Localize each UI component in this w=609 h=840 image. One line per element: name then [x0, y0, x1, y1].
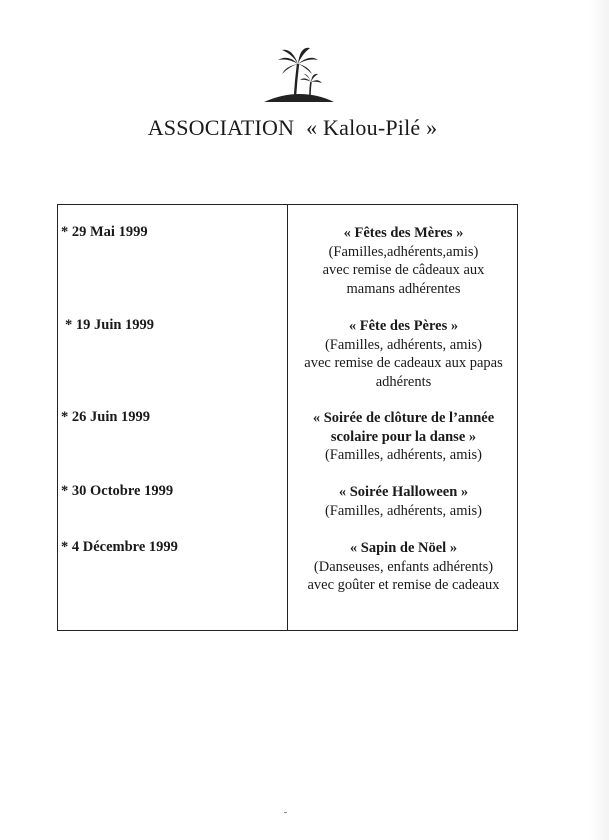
event-name: scolaire pour la danse » — [330, 428, 477, 445]
event-name: « Soirée de clôture de l’année — [312, 410, 495, 426]
event-date: * 26 Juin 1999 — [61, 409, 151, 425]
event-name: « Fêtes des Mères » — [343, 225, 464, 241]
events-table — [57, 204, 518, 631]
event-detail: (Familles, adhérents, amis) — [324, 502, 483, 519]
title-association-name: « Kalou-Pilé » — [306, 115, 438, 140]
event-description — [288, 224, 519, 298]
page-edge-shadow — [589, 0, 609, 840]
page-title — [0, 115, 585, 141]
event-date: * 19 Juin 1999 — [65, 317, 155, 333]
event-date: * 30 Octobre 1999 — [61, 483, 174, 499]
event-detail: avec goûter et remise de cadeaux — [307, 577, 500, 593]
event-detail: adhérents — [375, 373, 432, 390]
event-description — [288, 409, 519, 465]
event-detail: (Danseuses, enfants adhérents) — [313, 558, 494, 575]
scan-speck — [284, 812, 287, 813]
event-date: * 4 Décembre 1999 — [61, 539, 178, 555]
event-description — [288, 539, 519, 595]
event-detail: avec remise de câdeaux aux — [322, 262, 485, 278]
title-association: ASSOCIATION — [147, 115, 295, 140]
event-name: « Fête des Pères » — [348, 318, 459, 334]
event-description — [288, 317, 519, 391]
palm-tree-logo-icon — [262, 44, 336, 106]
event-detail: (Familles, adhérents, amis) — [324, 336, 483, 353]
event-detail: mamans adhérentes — [346, 280, 461, 297]
event-detail: avec remise de cadeaux aux papas — [304, 355, 503, 371]
event-date: * 29 Mai 1999 — [61, 224, 148, 240]
event-name: « Soirée Halloween » — [338, 484, 469, 500]
event-description — [288, 483, 519, 520]
event-name: « Sapin de Nöel » — [349, 540, 458, 556]
event-detail: (Familles, adhérents, amis) — [324, 447, 483, 463]
event-detail: (Familles,adhérents,amis) — [328, 243, 479, 260]
